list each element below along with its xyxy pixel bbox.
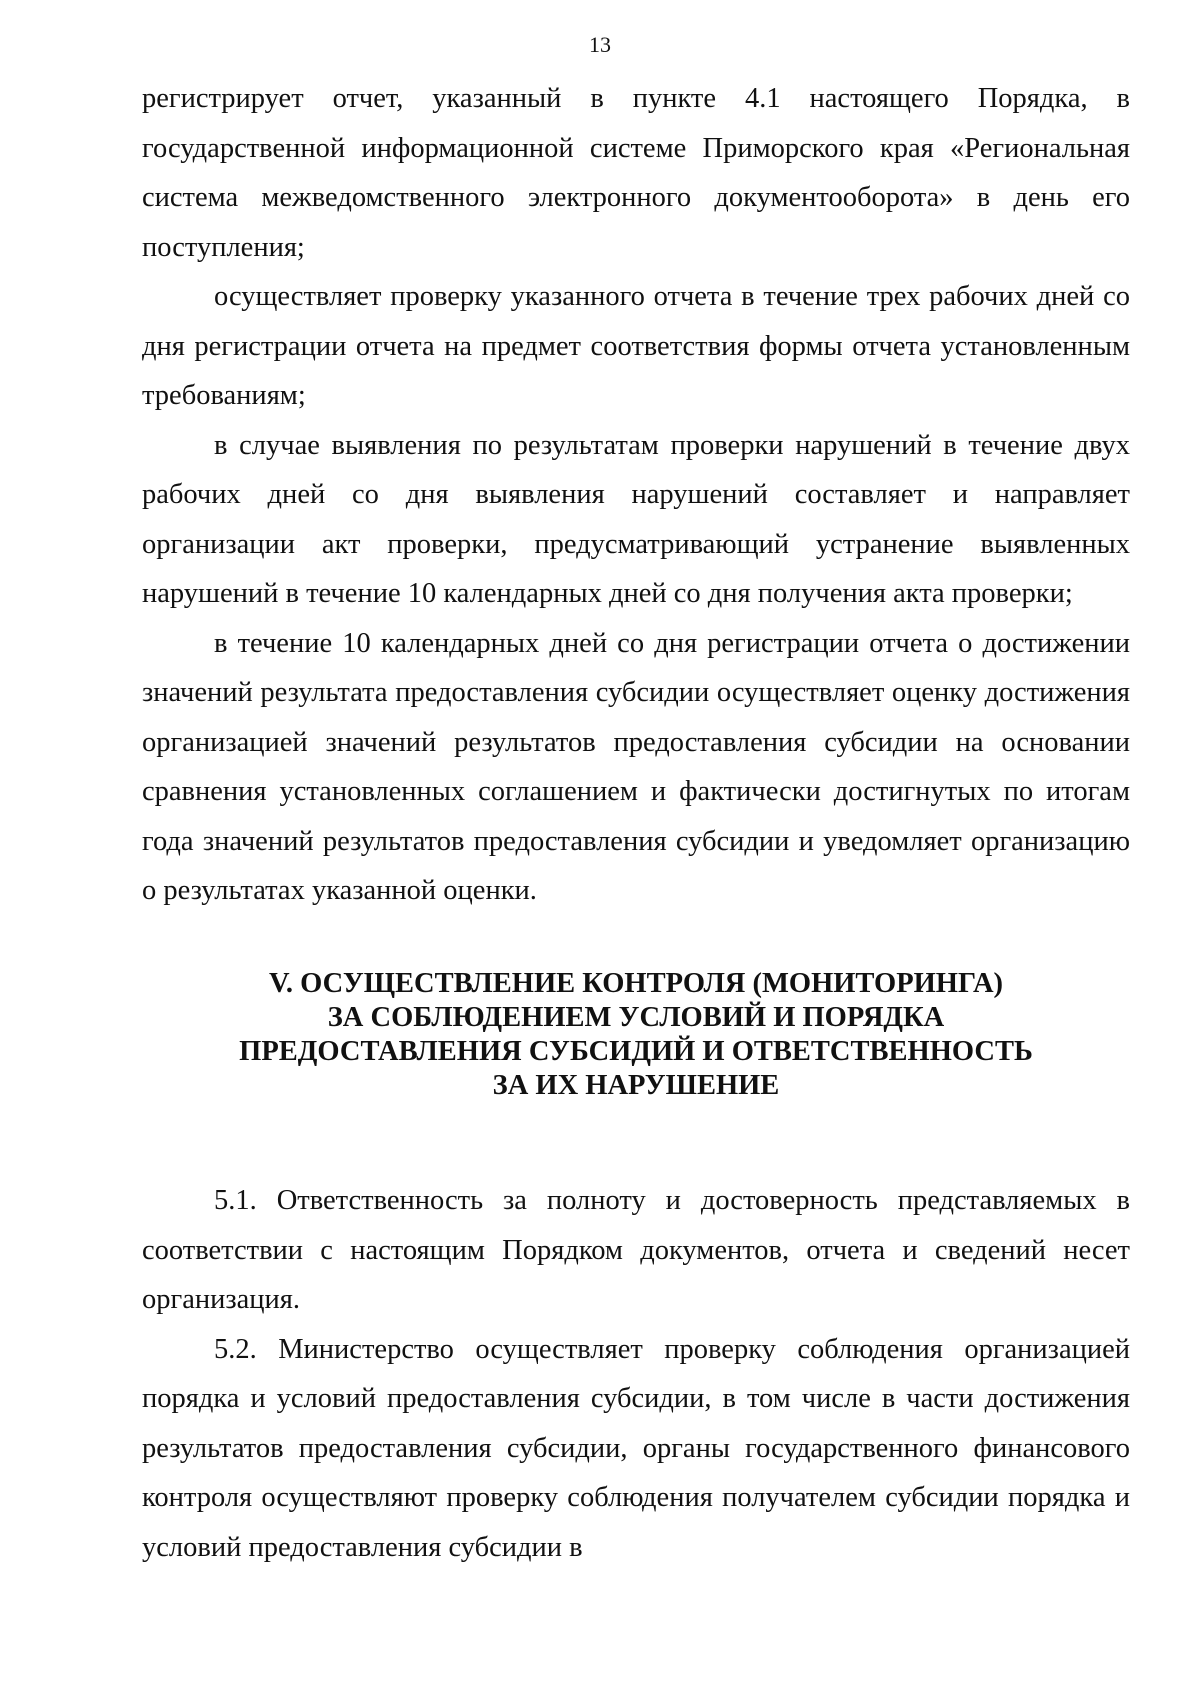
paragraph-5-1: 5.1. Ответственность за полноту и достоверность представляемых в соответствии с настоящим Порядком документов, отчета и сведений несет организация.	[142, 1185, 1130, 1315]
bottom-text-block	[142, 1176, 1130, 1572]
paragraph-registers-report: регистрирует отчет, указанный в пункте 4.1 настоящего Порядка, в государственной информационной системе Приморского края «Региональная система межведомственного электронного документооборота» в день его поступления;	[142, 83, 1130, 263]
page-number: 13	[589, 32, 611, 57]
paragraph-5-2: 5.2. Министерство осуществляет проверку соблюдения организацией порядка и условий предоставления субсидии, в том числе в части достижения результатов предоставления субсидии, органы государственного финансового контроля осуществляют проверку соблюдения получателем субсидии порядка и условий предоставления субсидии в	[142, 1333, 1130, 1563]
section-title	[142, 967, 1130, 1103]
paragraph-evaluation: в течение 10 календарных дней со дня регистрации отчета о достижении значений результата предоставления субсидии осуществляет оценку достижения организацией значений результатов предоставления субсидии на основании сравнения установленных соглашением и фактически достигнутых по итогам года значений результатов предоставления субсидии и уведомляет организацию о результатах указанной оценки.	[142, 627, 1130, 906]
section-title-line-4: ЗА ИХ НАРУШЕНИЕ	[492, 1070, 780, 1101]
section-title-line-2: ЗА СОБЛЮДЕНИЕМ УСЛОВИЙ И ПОРЯДКА	[327, 1002, 945, 1033]
paragraph-violations: в случае выявления по результатам проверки нарушений в течение двух рабочих дней со дня выявления нарушений составляет и направляет организации акт проверки, предусматривающий устранение выявленных нарушений в течение 10 календарных дней со дня получения акта проверки;	[142, 429, 1130, 609]
section-title-line-1: V. ОСУЩЕСТВЛЕНИЕ КОНТРОЛЯ (МОНИТОРИНГА)	[268, 968, 1004, 999]
paragraph-checks-report: осуществляет проверку указанного отчета в течение трех рабочих дней со дня регистрации отчета на предмет соответствия формы отчета установленным требованиям;	[142, 281, 1130, 411]
section-title-line-3: ПРЕДОСТАВЛЕНИЯ СУБСИДИЙ И ОТВЕТСТВЕННОСТЬ	[239, 1036, 1033, 1067]
top-text-block	[142, 74, 1130, 916]
